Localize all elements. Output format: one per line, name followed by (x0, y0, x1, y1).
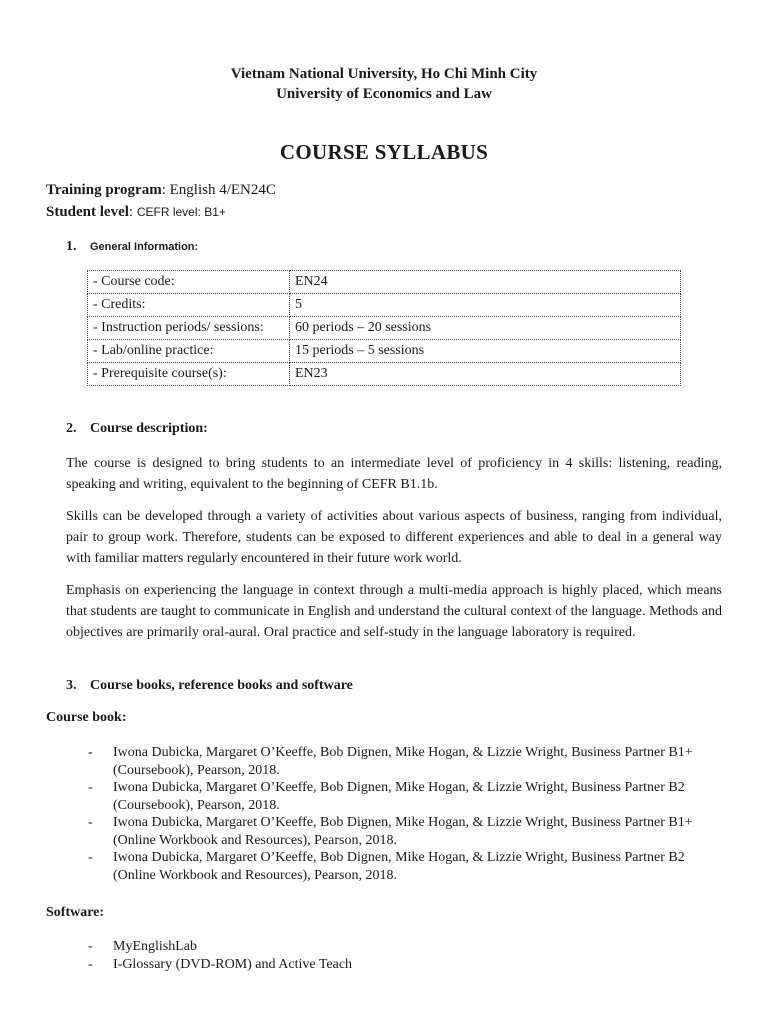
list-item (88, 849, 728, 884)
section-title: Course books, reference books and software (90, 678, 353, 693)
section-heading-course-books (66, 678, 353, 694)
software-list (88, 938, 728, 973)
section-number: 1. (66, 239, 77, 254)
table-row (88, 271, 681, 294)
table-row (88, 340, 681, 363)
description-paragraph: Emphasis on experiencing the language in context through a multi-media approach is highly placed, which means that students are taught to communicate in English and understand the cultural context of the language. Methods and objectives are primarily oral-aural. Oral practice and self-study in the language laboratory is required. (66, 583, 722, 640)
dash-bullet: - (88, 745, 93, 760)
faculty-name: University of Economics and Law (276, 86, 492, 102)
dash-bullet: - (88, 956, 93, 972)
description-paragraph: The course is designed to bring students to an intermediate level of proficiency in 4 skills: listening, reading, speaking and writing, equivalent to the beginning of CEFR B1.1b. (66, 456, 722, 492)
description-paragraph: Skills can be developed through a variety of activities about various aspects of business, ranging from individual, pair to group work. Therefore, students can be exposed to different experiences and able to deal in a general way with familiar matters regularly encountered in their future work world. (66, 509, 722, 566)
document-title: COURSE SYLLABUS (279, 140, 489, 164)
dash-bullet: - (88, 815, 93, 830)
university-name: Vietnam National University, Ho Chi Minh City (230, 66, 538, 82)
training-program-value: : English 4/EN24C (161, 182, 276, 198)
training-program-label: Training program (46, 182, 162, 198)
table-cell-value: 15 periods – 5 sessions (290, 340, 681, 363)
book-entry: Iwona Dubicka, Margaret O’Keeffe, Bob Dignen, Mike Hogan, & Lizzie Wright, Business Partner B1+ (Online Workbook and Resources), Pearson, 2018. (113, 815, 693, 848)
table-cell-value: 5 (290, 294, 681, 317)
section-heading-general-info (66, 239, 198, 255)
table-cell-key: - Course code: (88, 271, 290, 294)
table-row (88, 317, 681, 340)
student-level-line (46, 204, 226, 221)
section-number: 3. (66, 678, 77, 693)
course-book-heading: Course book: (46, 710, 127, 725)
table-cell-key: - Credits: (88, 294, 290, 317)
software-heading: Software: (46, 905, 105, 920)
list-item (88, 779, 728, 814)
section-title: General Information: (90, 241, 199, 253)
section-title: Course description: (90, 421, 208, 436)
course-book-list (88, 744, 728, 884)
student-level-label: Student level (46, 204, 129, 220)
software-entry: MyEnglishLab (113, 939, 197, 954)
dash-bullet: - (88, 939, 93, 954)
section-heading-course-description (66, 421, 208, 437)
list-item (88, 744, 728, 779)
table-cell-value: EN24 (290, 271, 681, 294)
student-level-value: CEFR level: B1+ (136, 205, 226, 219)
training-program-line (46, 182, 276, 199)
book-entry: Iwona Dubicka, Margaret O’Keeffe, Bob Dignen, Mike Hogan, & Lizzie Wright, Business Partner B1+ (Coursebook), Pearson, 2018. (113, 745, 693, 778)
table-row (88, 363, 681, 386)
book-entry: Iwona Dubicka, Margaret O’Keeffe, Bob Dignen, Mike Hogan, & Lizzie Wright, Business Partner B2 (Online Workbook and Resources), Pearson, 2018. (113, 850, 685, 883)
software-entry: I-Glossary (DVD-ROM) and Active Teach (113, 956, 353, 972)
general-info-table (87, 270, 681, 386)
section-number: 2. (66, 421, 77, 436)
list-item (88, 938, 728, 956)
table-cell-value: EN23 (290, 363, 681, 386)
dash-bullet: - (88, 780, 93, 795)
table-cell-key: - Lab/online practice: (88, 340, 290, 363)
table-cell-key: - Prerequisite course(s): (88, 363, 290, 386)
table-cell-value: 60 periods – 20 sessions (290, 317, 681, 340)
student-level-separator: : (128, 204, 137, 220)
list-item (88, 814, 728, 849)
dash-bullet: - (88, 850, 93, 865)
table-row (88, 294, 681, 317)
list-item (88, 956, 728, 974)
table-cell-key: - Instruction periods/ sessions: (88, 317, 290, 340)
book-entry: Iwona Dubicka, Margaret O’Keeffe, Bob Dignen, Mike Hogan, & Lizzie Wright, Business Partner B2 (Coursebook), Pearson, 2018. (113, 780, 685, 813)
